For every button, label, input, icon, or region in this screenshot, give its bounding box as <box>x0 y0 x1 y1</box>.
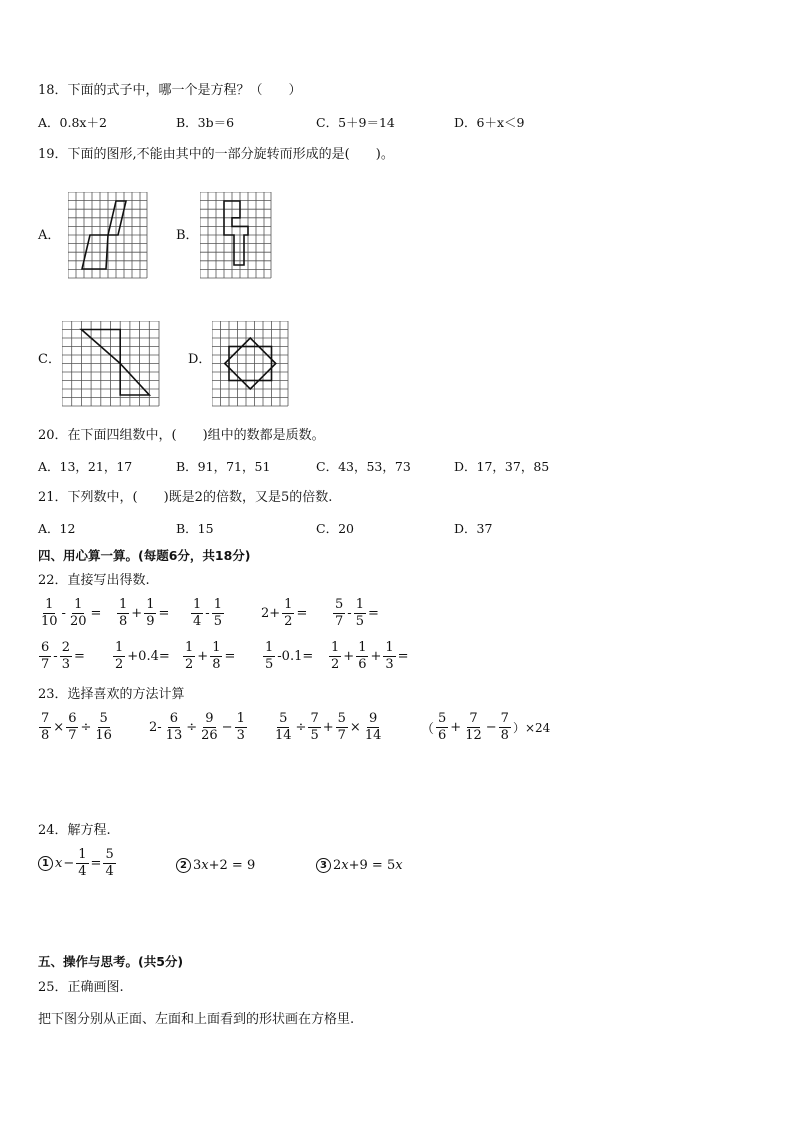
q22-expr-8: $\frac{1}{2}$ + $\frac{1}{8}$ = <box>185 640 236 672</box>
q25-stem: 25．正确画图. <box>38 980 124 995</box>
q21-stem: 21．下列数中，( )既是2的倍数，又是5的倍数. <box>38 490 333 505</box>
q18-option-a[interactable]: A．0.8x＋2 <box>38 115 107 130</box>
section-5-heading: 五、操作与思考。(共5分) <box>38 954 184 969</box>
q19-figure-c <box>62 321 160 407</box>
q22-expr-3: $\frac{1}{4}$ - $\frac{1}{5}$ <box>193 597 222 629</box>
q22-stem: 22．直接写出得数. <box>38 573 150 588</box>
q21-option-c[interactable]: C．20 <box>316 521 354 536</box>
section-4-heading: 四、用心算一算。(每题6分，共18分) <box>38 548 251 563</box>
q23-expr-3: $\frac{5}{14}$ ÷ $\frac{7}{5}$ + $\frac{5}{7}$ × $\frac{9}{14}$ <box>275 711 382 743</box>
q19-figure-b <box>200 192 272 279</box>
q18-option-b[interactable]: B．3b＝6 <box>176 115 235 130</box>
circled-number-3: 3 <box>316 858 331 873</box>
q20-option-b[interactable]: B．91，71，51 <box>176 459 271 474</box>
q25-text: 把下图分别从正面、左面和上面看到的形状画在方格里. <box>38 1012 355 1027</box>
q23-stem: 23．选择喜欢的方法计算 <box>38 687 185 702</box>
q23-expr-1: $\frac{7}{8}$ × $\frac{6}{7}$ ÷ $\frac{5}{16}$ <box>41 711 112 743</box>
circled-number-1: 1 <box>38 856 53 871</box>
q21-option-a[interactable]: A．12 <box>38 521 76 536</box>
q22-expr-1: $\frac{1}{10}$ - $\frac{1}{20}$ = <box>41 597 102 629</box>
q19-figure-a <box>68 192 148 279</box>
q24-equation-2: 2 3 x +2 = 9 <box>176 858 255 873</box>
q22-expr-9: $\frac{1}{5}$ -0.1= <box>265 640 314 672</box>
q24-stem: 24．解方程. <box>38 823 111 838</box>
q19-figure-d <box>212 321 289 407</box>
q19-label-c[interactable]: C． <box>38 352 61 367</box>
q23-expr-4: （ $\frac{5}{6}$ + $\frac{7}{12}$ − $\frac{7}{8}$ ）×24 <box>421 711 551 743</box>
q22-expr-4: 2+ $\frac{1}{2}$ = <box>261 597 308 629</box>
circled-number-2: 2 <box>176 858 191 873</box>
q24-equation-1: 1 x − $\frac{1}{4}$ = $\frac{5}{4}$ <box>38 848 117 879</box>
q22-expr-7: $\frac{1}{2}$ +0.4= <box>115 640 170 672</box>
q20-stem: 20．在下面四组数中，( )组中的数都是质数。 <box>38 428 325 443</box>
q22-expr-5: $\frac{5}{7}$ - $\frac{1}{5}$ = <box>335 597 379 629</box>
q24-equation-3: 3 2 x +9 = 5 x <box>316 858 403 873</box>
q18-option-d[interactable]: D．6＋x＜9 <box>454 115 525 130</box>
q19-label-b[interactable]: B． <box>176 228 199 243</box>
q21-option-d[interactable]: D．37 <box>454 521 493 536</box>
q21-option-b[interactable]: B．15 <box>176 521 214 536</box>
q20-option-a[interactable]: A．13，21，17 <box>38 459 133 474</box>
q19-stem: 19．下面的图形,不能由其中的一部分旋转而形成的是( )。 <box>38 147 394 162</box>
q22-expr-2: $\frac{1}{8}$ + $\frac{1}{9}$ = <box>119 597 170 629</box>
q20-option-c[interactable]: C．43，53，73 <box>316 459 411 474</box>
q19-label-d[interactable]: D． <box>188 352 212 367</box>
q20-option-d[interactable]: D．17，37，85 <box>454 459 550 474</box>
q22-expr-10: $\frac{1}{2}$ + $\frac{1}{6}$ + $\frac{1}{3}$ = <box>331 640 409 672</box>
q23-expr-2: 2- $\frac{6}{13}$ ÷ $\frac{9}{26}$ − $\frac{1}{3}$ <box>149 711 245 743</box>
q18-option-c[interactable]: C．5＋9＝14 <box>316 115 395 130</box>
q18-stem: 18．下面的式子中，哪一个是方程？（ ） <box>38 83 302 98</box>
q22-expr-6: $\frac{6}{7}$ - $\frac{2}{3}$ = <box>41 640 85 672</box>
q19-label-a[interactable]: A． <box>38 228 61 243</box>
